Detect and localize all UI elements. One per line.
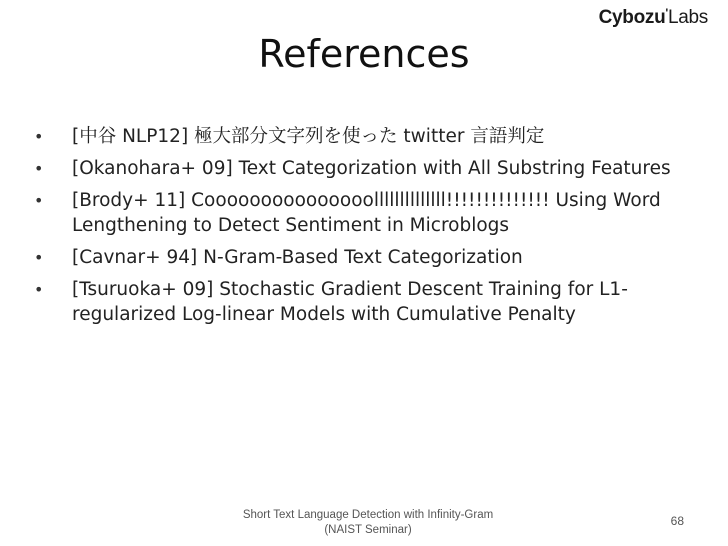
logo-apostrophe: ' [665,6,668,20]
reference-item [28,156,688,181]
slide-title: References [258,32,470,76]
bullet-icon: • [34,159,44,178]
reference-item [28,245,688,270]
reference-text: [Brody+ 11] Cooooooooooooooollllllllllllll!!!!!!!!!!!!!! Using Word Lengthening to Detect Sentiment in Microblogs [72,190,661,236]
bullet-icon: • [34,191,44,210]
cybozu-labs-logo [599,6,708,29]
logo-main-text: Cybozu [598,7,666,28]
bullet-icon: • [34,127,44,146]
reference-text: [Okanohara+ 09] Text Categorization with All Substring Features [72,158,671,179]
reference-item [28,277,688,327]
bullet-icon: • [34,280,44,299]
reference-list [28,124,688,334]
logo-suffix-text: Labs [667,7,708,28]
reference-text: [中谷 NLP12] 極大部分文字列を使った twitter 言語判定 [72,126,545,147]
page-number: 68 [670,514,684,528]
reference-text: [Cavnar+ 94] N-Gram-Based Text Categorization [72,247,523,268]
reference-item [28,124,688,149]
footer-line-title: Short Text Language Detection with Infinity-Gram [242,509,494,521]
reference-text: [Tsuruoka+ 09] Stochastic Gradient Descent Training for L1-regularized Log-linear Models with Cumulative Penalty [72,279,628,325]
bullet-icon: • [34,248,44,267]
footer-line-event: (NAIST Seminar) [324,524,412,536]
reference-item [28,188,688,238]
slide-footer [218,508,518,538]
